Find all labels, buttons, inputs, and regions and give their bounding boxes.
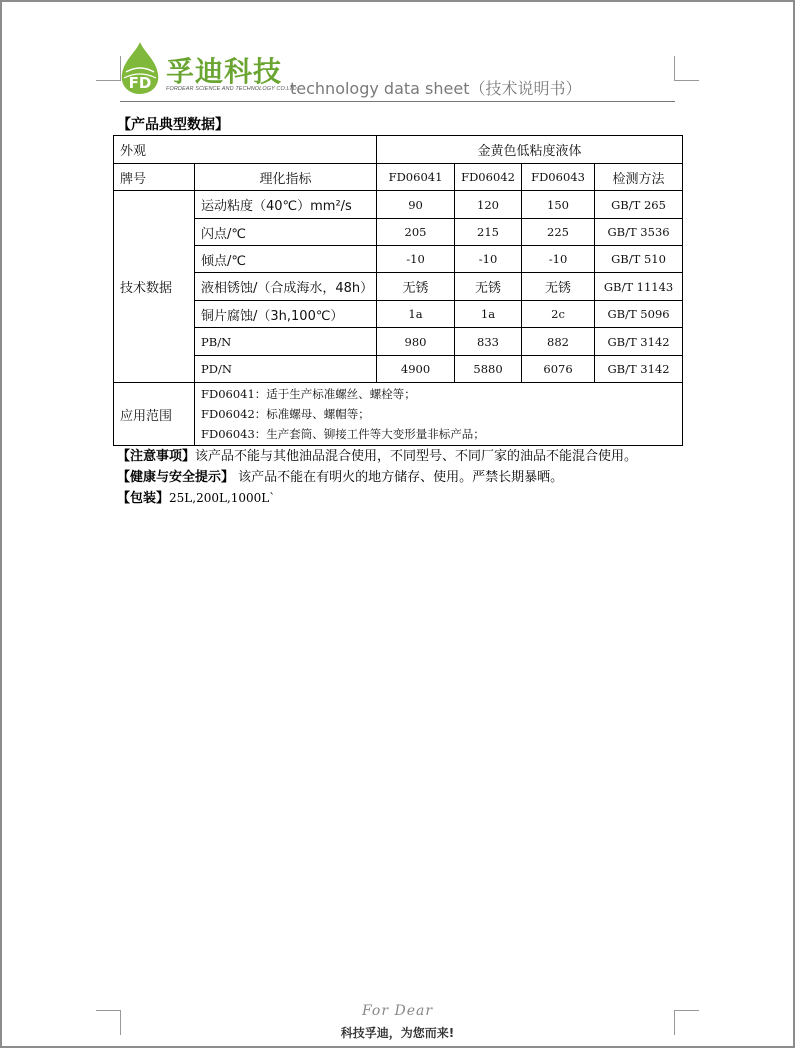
table-row (114, 301, 683, 328)
cell-value: -10 (455, 246, 522, 273)
caution-label: 【注意事项】 (117, 449, 196, 464)
cell-value: 833 (455, 328, 522, 356)
footer-slogan: 科技孚迪，为您而来! (340, 1026, 455, 1040)
crop-mark-top-right (674, 56, 699, 81)
column-header: FD06043 (522, 164, 595, 191)
cell-value: 1a (377, 301, 455, 328)
appearance-value: 金黄色低粘度液体 (377, 136, 683, 164)
appearance-label: 外观 (114, 136, 377, 164)
cell-value: 6076 (522, 356, 595, 383)
table-row (114, 328, 683, 356)
table-row (114, 191, 683, 219)
row-name: PB/N (195, 328, 377, 356)
cell-method: GB/T 11143 (595, 273, 683, 301)
application-list (195, 383, 683, 446)
table-row (114, 246, 683, 273)
table-row-application (114, 383, 683, 446)
column-header: FD06042 (455, 164, 522, 191)
tech-data-label: 技术数据 (114, 191, 195, 383)
cell-value: 5880 (455, 356, 522, 383)
cell-method: GB/T 510 (595, 246, 683, 273)
cell-value: 4900 (377, 356, 455, 383)
cell-value: 150 (522, 191, 595, 219)
cell-method: GB/T 3142 (595, 356, 683, 383)
row-name: 铜片腐蚀/（3h,100℃） (195, 301, 377, 328)
cell-value: 无锈 (522, 273, 595, 301)
table-row (114, 356, 683, 383)
row-name: 运动粘度（40℃）mm²/s (195, 191, 377, 219)
safety-text: 该产品不能在有明火的地方储存、使用。严禁长期暴晒。 (234, 469, 564, 485)
brand-subtitle: FORDEAR SCIENCE AND TECHNOLOGY CO.LTD (166, 86, 297, 92)
table-row-appearance (114, 136, 683, 164)
header-title: technology data sheet（技术说明书） (290, 79, 582, 98)
cell-value: 205 (377, 219, 455, 246)
caution-note (117, 447, 637, 468)
cell-value: -10 (377, 246, 455, 273)
cell-value: 225 (522, 219, 595, 246)
cell-value: 无锈 (455, 273, 522, 301)
footer-script: For Dear (361, 1003, 434, 1019)
logo-letters: FD (128, 74, 152, 92)
caution-text: 该产品不能与其他油品混合使用，不同型号、不同厂家的油品不能混合使用。 (195, 449, 638, 464)
table-row (114, 219, 683, 246)
cell-value: -10 (522, 246, 595, 273)
package-text: 25L,200L,1000L` (169, 491, 276, 505)
table-row (114, 273, 683, 301)
method-label: 检测方法 (595, 164, 683, 191)
application-line: FD06043：生产套筒、铆接工件等大变形量非标产品； (201, 427, 485, 441)
notes-section (117, 447, 637, 509)
package-note (117, 488, 637, 509)
cell-value: 980 (377, 328, 455, 356)
application-label: 应用范围 (114, 383, 195, 446)
column-header: FD06041 (377, 164, 455, 191)
cell-value: 无锈 (377, 273, 455, 301)
cell-value: 215 (455, 219, 522, 246)
cell-method: GB/T 265 (595, 191, 683, 219)
row-name: 倾点/℃ (195, 246, 377, 273)
application-line: FD06042：标准螺母、螺帽等； (201, 407, 370, 421)
cell-value: 1a (455, 301, 522, 328)
safety-note (117, 468, 637, 489)
grade-label: 牌号 (114, 164, 195, 191)
cell-method: GB/T 3536 (595, 219, 683, 246)
spec-table (113, 135, 683, 446)
row-name: 闪点/℃ (195, 219, 377, 246)
index-label: 理化指标 (195, 164, 377, 191)
cell-value: 120 (455, 191, 522, 219)
cell-method: GB/T 5096 (595, 301, 683, 328)
company-logo-icon (118, 42, 162, 94)
cell-value: 2c (522, 301, 595, 328)
table-header-row (114, 164, 683, 191)
header-divider (120, 101, 675, 102)
row-name: 液相锈蚀/（合成海水，48h） (195, 273, 377, 301)
cell-method: GB/T 3142 (595, 328, 683, 356)
brand-name: 孚迪科技 (166, 55, 283, 88)
safety-label: 【健康与安全提示】 (117, 469, 235, 485)
cell-value: 882 (522, 328, 595, 356)
cell-value: 90 (377, 191, 455, 219)
package-label: 【包装】 (117, 491, 170, 506)
section-title: 【产品典型数据】 (117, 117, 229, 133)
application-line: FD06041：适于生产标准螺丝、螺栓等； (201, 387, 416, 401)
row-name: PD/N (195, 356, 377, 383)
